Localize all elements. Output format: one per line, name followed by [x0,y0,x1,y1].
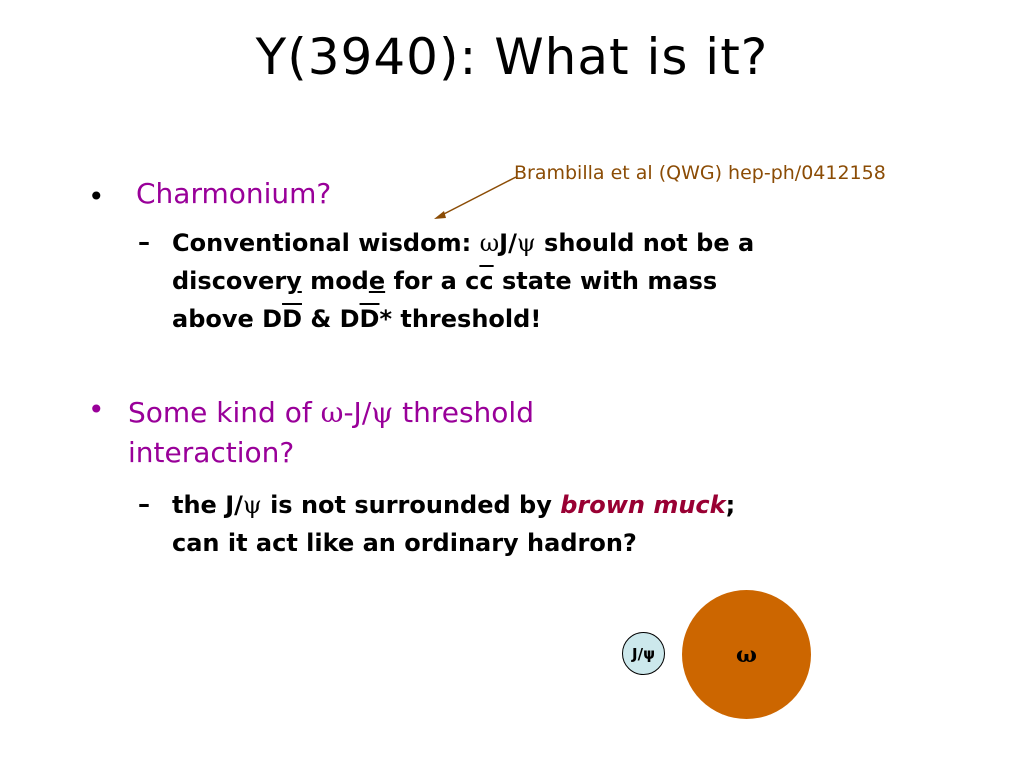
dash-icon: – [138,228,150,256]
brown-muck-text: brown muck [560,491,726,519]
bullet-line-2: interaction? [128,436,295,469]
dash-icon: – [138,490,150,518]
omega-circle: ω [682,590,811,719]
sub-line-1: Conventional wisdom: ωJ/ψ should not be a [172,229,755,257]
sub-line-2: can it act like an ordinary hadron? [172,529,637,557]
citation-arrow-icon [430,175,520,225]
sub-bullet-brown-muck [172,486,932,562]
sub-line-1: the J/ψ is not surrounded by brown muck; [172,491,736,519]
sub-line-3: above $D\overline{D}$ & $D\overline{D}*$ threshold! [172,305,542,333]
sub-line-2: discovery mode for a $c\overline{c}$ state with mass [172,267,718,295]
bullet-threshold-interaction [128,393,828,473]
sub-bullet-conventional-wisdom [172,224,932,338]
citation-label: Brambilla et al (QWG) hep-ph/0412158 [514,162,886,184]
bullet-dot-icon: • [88,393,105,426]
bullet-dot-icon: • [88,180,105,213]
bullet-charmonium: Charmonium? [136,177,332,210]
jpsi-circle: J/ψ [622,632,665,675]
slide-title: Y(3940): What is it? [255,28,769,86]
bullet-line-1: Some kind of ω-J/ψ threshold [128,396,534,429]
